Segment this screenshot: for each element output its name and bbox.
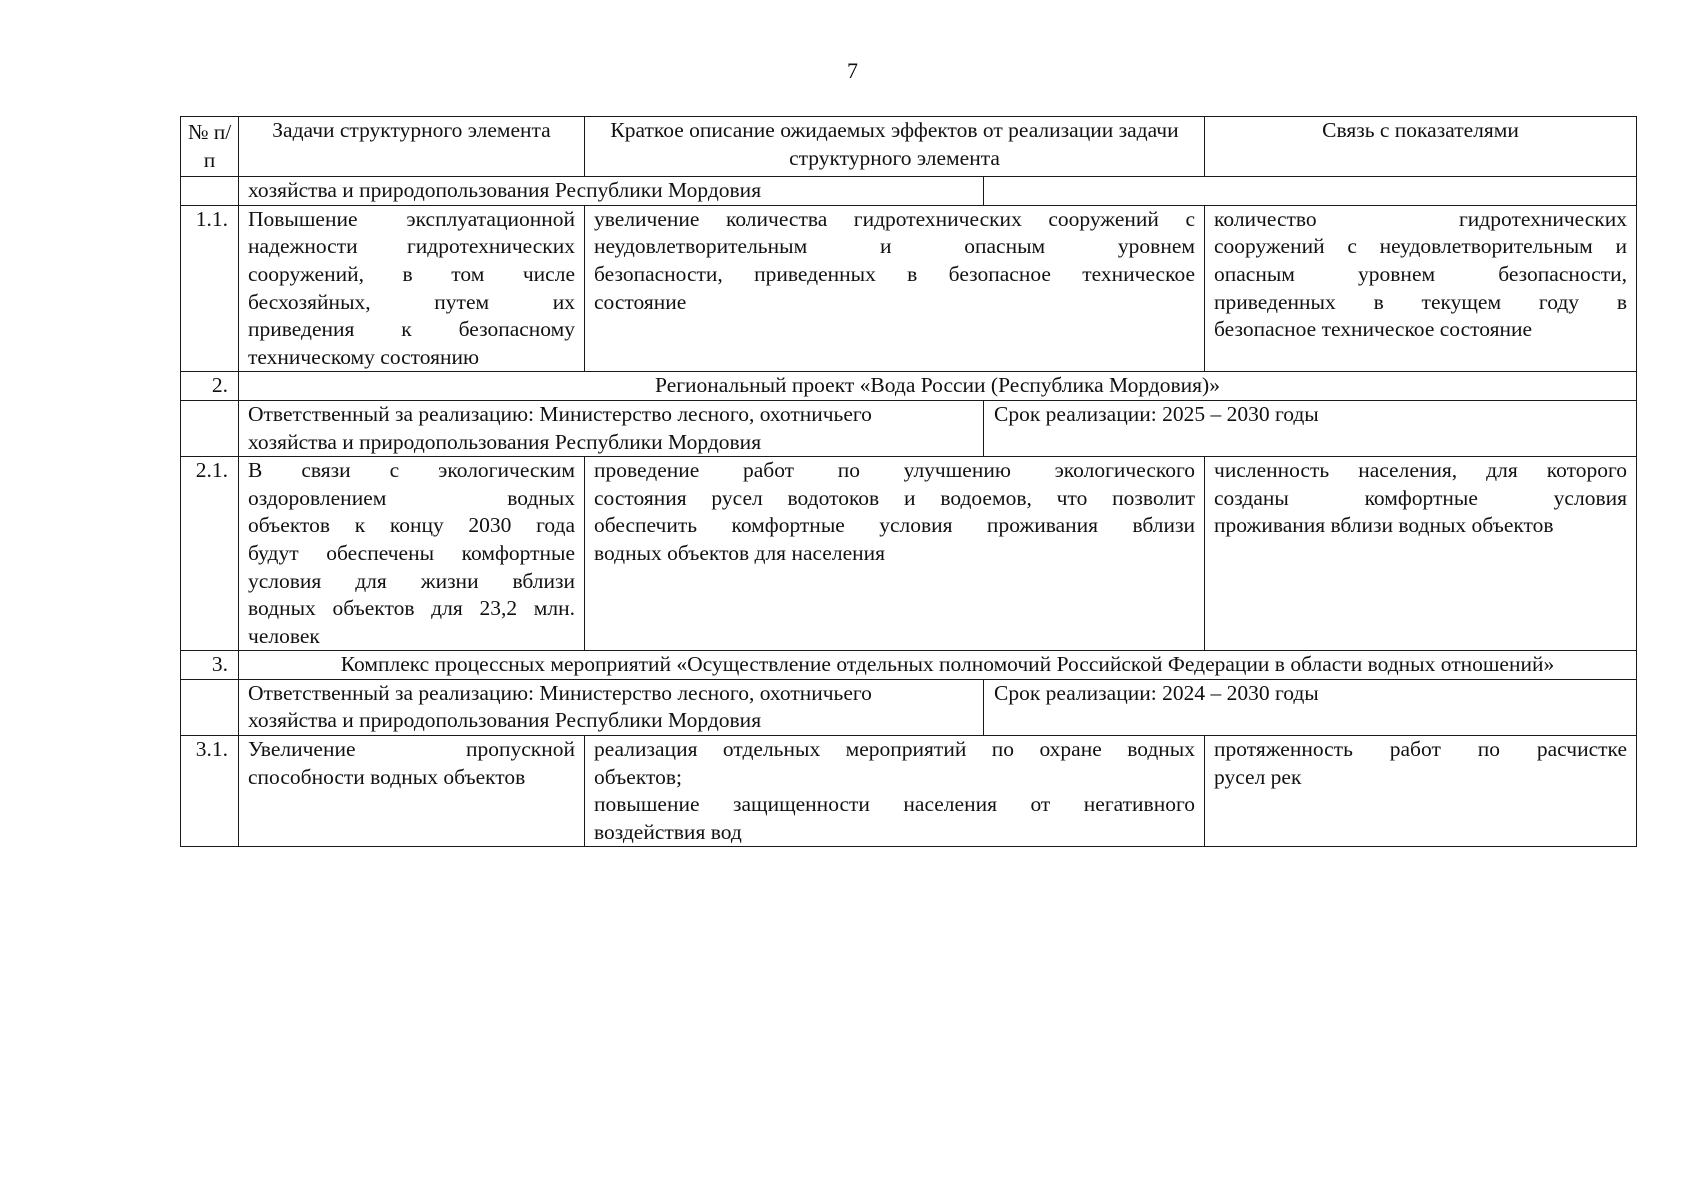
responsible-line: Ответственный за реализацию: Министерство лесного, охотничьего <box>248 401 872 426</box>
task-line: приведения к безопасному <box>248 317 575 342</box>
section-number: 2. <box>181 372 239 401</box>
continuation-row <box>181 177 1637 206</box>
row-number: 3.1. <box>181 736 239 847</box>
effect-line: обеспечить комфортные условия проживания вблизи <box>594 513 1195 538</box>
header-tasks: Задачи структурного элемента <box>239 117 585 177</box>
link-cell <box>1205 736 1637 847</box>
task-line: Повышение эксплуатационной <box>248 206 575 231</box>
structural-elements-table <box>180 116 1637 847</box>
responsible-cell <box>239 679 1637 735</box>
effect-line: увеличение количества гидротехнических сооружений с <box>594 206 1195 231</box>
effect-line: объектов; <box>594 764 682 789</box>
responsible-num-cell <box>181 679 239 735</box>
header-num: № п/п <box>181 117 239 177</box>
responsible-cell <box>239 400 1637 456</box>
section-title: Комплекс процессных мероприятий «Осуществление отдельных полномочий Российской Федерации в области водных отношений» <box>239 651 1637 680</box>
continuation-num-cell <box>181 177 239 206</box>
responsible-row <box>181 400 1637 456</box>
responsible-line: Ответственный за реализацию: Министерство лесного, охотничьего <box>248 680 872 705</box>
effect-line: проведение работ по улучшению экологического <box>594 458 1195 483</box>
section-number: 3. <box>181 651 239 680</box>
task-line: объектов к концу 2030 года <box>248 513 575 538</box>
link-line: созданы комфортные условия <box>1214 485 1627 510</box>
responsible-text <box>248 680 984 735</box>
responsible-row <box>181 679 1637 735</box>
task-line: бесхозяйных, путем их <box>248 289 575 314</box>
section-row <box>181 651 1637 680</box>
row-number: 1.1. <box>181 205 239 372</box>
term-text: Срок реализации: 2025 – 2030 годы <box>994 401 1319 426</box>
continuation-responsible-text: хозяйства и природопользования Республики Мордовия <box>248 177 984 205</box>
task-line: техническому состоянию <box>248 344 480 369</box>
task-line: оздоровлением водных <box>248 485 575 510</box>
link-line: сооружений с неудовлетворительным и <box>1214 234 1627 259</box>
link-line: приведенных в текущем году в <box>1214 289 1627 314</box>
effect-cell <box>585 457 1205 651</box>
link-cell <box>1205 205 1637 372</box>
effect-line: реализация отдельных мероприятий по охране водных <box>594 737 1195 762</box>
link-line: проживания вблизи водных объектов <box>1214 513 1554 538</box>
table-header-row <box>181 117 1637 177</box>
effect-line: неудовлетворительным и опасным уровнем <box>594 234 1195 259</box>
responsible-text <box>248 401 984 456</box>
continuation-responsible-cell <box>239 177 1637 206</box>
task-line: Увеличение пропускной <box>248 737 575 762</box>
link-line: численность населения, для которого <box>1214 458 1627 483</box>
task-line: будут обеспечены комфортные <box>248 540 575 565</box>
continuation-term-empty <box>984 177 1636 205</box>
table-row <box>181 457 1637 651</box>
task-line: сооружений, в том числе <box>248 261 575 286</box>
effect-cell <box>585 736 1205 847</box>
effect-line: состояние <box>594 289 687 314</box>
task-line: водных объектов для 23,2 млн. <box>248 596 575 621</box>
row-number: 2.1. <box>181 457 239 651</box>
effect-line: повышение защищенности населения от негативного <box>594 792 1195 817</box>
section-row <box>181 372 1637 401</box>
link-line: опасным уровнем безопасности, <box>1214 261 1627 286</box>
effect-line: воздействия вод <box>594 819 742 844</box>
page-number: 7 <box>847 58 858 83</box>
effect-line: безопасности, приведенных в безопасное техническое <box>594 261 1195 286</box>
responsible-num-cell <box>181 400 239 456</box>
responsible-line: хозяйства и природопользования Республики Мордовия <box>248 429 762 454</box>
link-line: безопасное техническое состояние <box>1214 317 1533 342</box>
table-row <box>181 736 1637 847</box>
term-text: Срок реализации: 2024 – 2030 годы <box>994 680 1319 705</box>
task-line: способности водных объектов <box>248 764 526 789</box>
task-cell <box>239 457 585 651</box>
task-line: надежности гидротехнических <box>248 234 575 259</box>
task-cell <box>239 205 585 372</box>
table-row <box>181 205 1637 372</box>
header-links: Связь с показателями <box>1205 117 1637 177</box>
header-effects: Краткое описание ожидаемых эффектов от реализации задачи структурного элемента <box>585 117 1205 177</box>
task-line: человек <box>248 623 320 648</box>
link-cell <box>1205 457 1637 651</box>
task-line: В связи с экологическим <box>248 458 575 483</box>
effect-line: водных объектов для населения <box>594 540 886 565</box>
task-cell <box>239 736 585 847</box>
link-line: протяженность работ по расчистке <box>1214 737 1627 762</box>
link-line: количество гидротехнических <box>1214 206 1627 231</box>
section-title: Региональный проект «Вода России (Республика Мордовия)» <box>239 372 1637 401</box>
effect-line: состояния русел водотоков и водоемов, что позволит <box>594 485 1195 510</box>
task-line: условия для жизни вблизи <box>248 568 575 593</box>
responsible-line: хозяйства и природопользования Республики Мордовия <box>248 708 762 733</box>
effect-cell <box>585 205 1205 372</box>
link-line: русел рек <box>1214 764 1302 789</box>
